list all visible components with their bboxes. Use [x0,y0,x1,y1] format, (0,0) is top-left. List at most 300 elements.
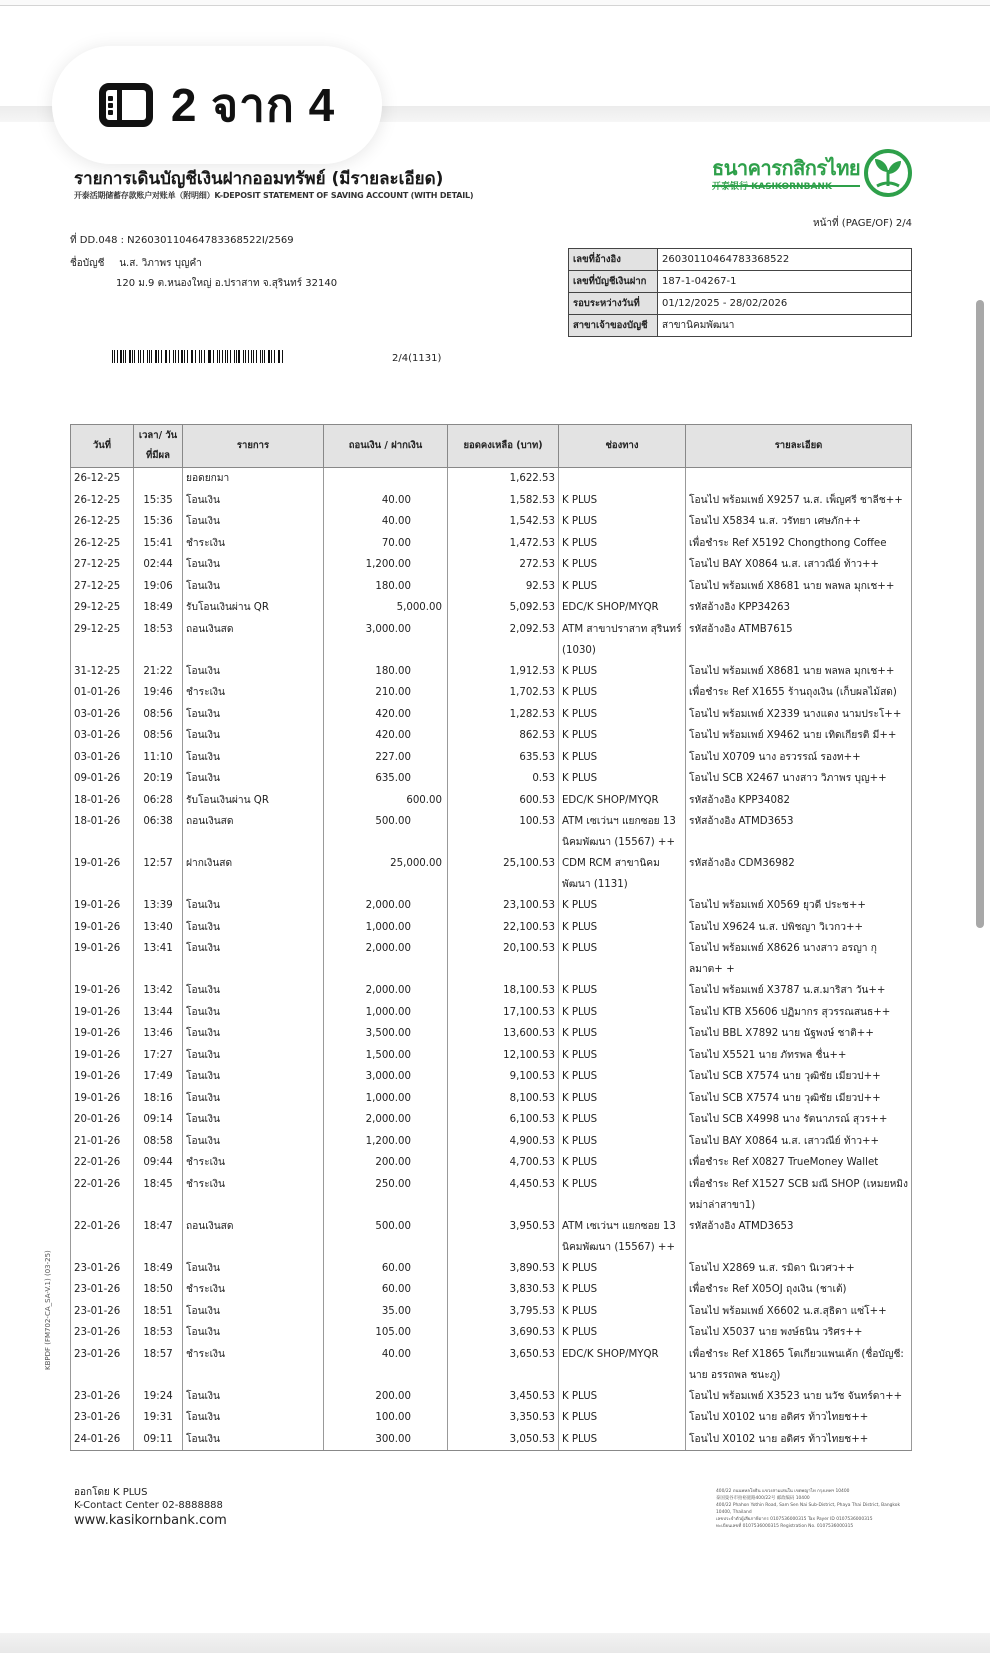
balance-cell: 3,350.53 [448,1407,559,1429]
balance-cell: 25,100.53 [448,853,559,895]
description-cell: โอนเงิน [183,661,324,683]
detail-cell: รหัสอ้างอิง KPP34082 [686,790,912,812]
table-row [71,917,912,939]
amount-cell: 35.00 [324,1301,448,1323]
date-cell: 23-01-26 [71,1407,134,1429]
date-cell: 22-01-26 [71,1174,134,1216]
date-cell: 22-01-26 [71,1216,134,1258]
channel-cell: K PLUS [559,1088,686,1110]
detail-cell: โอนไป BBL X7892 นาย นัฐพงษ์ ชาติ++ [686,1023,912,1045]
description-cell: โอนเงิน [183,511,324,533]
date-cell: 23-01-26 [71,1386,134,1408]
date-cell: 09-01-26 [71,768,134,790]
barcode-bar [243,350,244,363]
channel-cell: K PLUS [559,1386,686,1408]
date-cell: 03-01-26 [71,725,134,747]
barcode-bar [129,350,131,363]
detail-cell: โอนไป X5834 น.ส. วรัทยา เศษภัก++ [686,511,912,533]
balance-cell: 18,100.53 [448,980,559,1002]
description-cell: โอนเงิน [183,1258,324,1280]
table-row [71,1407,912,1429]
description-cell: รับโอนเงินผ่าน QR [183,790,324,812]
table-row [71,980,912,1002]
time-cell: 18:50 [134,1279,183,1301]
barcode-bar [264,350,265,363]
balance-cell: 1,912.53 [448,661,559,683]
table-row [71,747,912,769]
amount-cell: 60.00 [324,1258,448,1280]
barcode-bar [166,350,167,363]
channel-cell: ATM เซเว่นฯ แยกซอย 13 นิคมพัฒนา (15567) ++ [559,1216,686,1258]
date-cell: 26-12-25 [71,533,134,555]
vertical-scrollbar[interactable] [976,300,984,928]
barcode-bar [169,350,170,363]
barcode-bar [222,350,223,363]
date-cell: 23-01-26 [71,1258,134,1280]
channel-cell: K PLUS [559,1258,686,1280]
description-cell: โอนเงิน [183,1023,324,1045]
balance-cell: 3,450.53 [448,1386,559,1408]
channel-cell [559,468,686,490]
description-cell: รับโอนเงินผ่าน QR [183,597,324,619]
balance-cell: 9,100.53 [448,1066,559,1088]
date-cell: 01-01-26 [71,682,134,704]
amount-cell: 1,000.00 [324,1002,448,1024]
channel-cell: EDC/K SHOP/MYQR [559,790,686,812]
description-cell: โอนเงิน [183,747,324,769]
date-cell: 03-01-26 [71,747,134,769]
form-code: KBPDF (FM702-CA_SA-V.1) (03-25) [44,1250,52,1370]
detail-cell: เพื่อชำระ Ref X1655 ร้านถุงเงิน (เก็บผลไม้สด) [686,682,912,704]
description-cell: โอนเงิน [183,704,324,726]
amount-cell: 250.00 [324,1174,448,1216]
table-row [71,1429,912,1451]
balance-cell: 4,450.53 [448,1174,559,1216]
page-gap-bottom [0,1633,990,1653]
time-cell: 21:22 [134,661,183,683]
account-name-row [70,256,202,271]
time-cell: 08:56 [134,704,183,726]
description-cell: โอนเงิน [183,917,324,939]
barcode-bar [256,350,257,363]
time-cell: 08:58 [134,1131,183,1153]
balance-cell: 20,100.53 [448,938,559,980]
balance-cell: 3,950.53 [448,1216,559,1258]
amount-cell: 5,000.00 [324,597,448,619]
time-cell: 06:28 [134,790,183,812]
channel-cell: EDC/K SHOP/MYQR [559,1344,686,1386]
balance-cell: 1,582.53 [448,490,559,512]
time-cell: 09:14 [134,1109,183,1131]
col-date: วันที่ [71,425,134,468]
col-amount: ถอนเงิน / ฝากเงิน [324,425,448,468]
detail-cell: โอนไป พร้อมเพย์ X8626 นางสาว อรญา กุลมาต+ + [686,938,912,980]
amount-cell: 40.00 [324,490,448,512]
table-row [71,661,912,683]
bank-name-th: ธนาคารกสิกรไทย [712,152,860,187]
date-cell: 26-12-25 [71,511,134,533]
barcode-bar [191,350,192,363]
description-cell: โอนเงิน [183,895,324,917]
barcode-bar [149,350,150,363]
table-row [71,1066,912,1088]
table-row [71,1023,912,1045]
info-label: เลขที่อ้างอิง [569,249,658,271]
barcode-bar [114,350,115,363]
channel-cell: K PLUS [559,938,686,980]
footer-contact [74,1486,227,1527]
barcode-bar [161,350,162,363]
detail-cell: เพื่อชำระ Ref X0827 TrueMoney Wallet [686,1152,912,1174]
amount-cell: 227.00 [324,747,448,769]
channel-cell: K PLUS [559,511,686,533]
description-cell: ถอนเงินสด [183,1216,324,1258]
amount-cell: 1,000.00 [324,917,448,939]
date-cell: 27-12-25 [71,554,134,576]
date-cell: 18-01-26 [71,811,134,853]
table-row [71,1002,912,1024]
description-cell: โอนเงิน [183,1002,324,1024]
balance-cell: 22,100.53 [448,917,559,939]
contact-center: K-Contact Center 02-8888888 [74,1500,223,1511]
table-row [71,1258,912,1280]
info-value: 187-1-04267-1 [658,271,912,293]
barcode-bar [138,350,139,363]
barcode-bar [279,350,280,363]
date-cell: 19-01-26 [71,1066,134,1088]
detail-cell: เพื่อชำระ Ref X05OJ ถุงเงิน (ชาเต้) [686,1279,912,1301]
channel-cell: K PLUS [559,1322,686,1344]
barcode-bar [175,350,176,363]
date-cell: 18-01-26 [71,790,134,812]
detail-cell: โอนไป X5037 นาย พงษ์ธนิน วริศร++ [686,1322,912,1344]
detail-cell: โอนไป X5521 นาย ภัทรพล ชื่น++ [686,1045,912,1067]
info-row [569,271,912,293]
table-row [71,597,912,619]
barcode-bar [192,350,193,363]
barcode-bar [278,350,279,363]
amount-cell: 60.00 [324,1279,448,1301]
barcode-bar [199,350,200,363]
description-cell: โอนเงิน [183,768,324,790]
amount-cell: 180.00 [324,661,448,683]
amount-cell: 200.00 [324,1386,448,1408]
description-cell: โอนเงิน [183,1088,324,1110]
time-cell: 15:41 [134,533,183,555]
detail-cell: รหัสอ้างอิง KPP34263 [686,597,912,619]
time-cell: 06:38 [134,811,183,853]
description-cell: ชำระเงิน [183,1174,324,1216]
channel-cell: ATM เซเว่นฯ แยกซอย 13 นิคมพัฒนา (15567) ++ [559,811,686,853]
channel-cell: K PLUS [559,747,686,769]
description-cell: ชำระเงิน [183,1344,324,1386]
channel-cell: K PLUS [559,490,686,512]
description-cell: โอนเงิน [183,1131,324,1153]
info-row [569,249,912,271]
channel-cell: K PLUS [559,533,686,555]
amount-cell: 40.00 [324,511,448,533]
time-cell: 17:27 [134,1045,183,1067]
balance-cell: 17,100.53 [448,1002,559,1024]
barcode-bar [217,350,218,363]
description-cell: โอนเงิน [183,1407,324,1429]
amount-cell: 105.00 [324,1322,448,1344]
barcode-bar [123,350,124,363]
channel-cell: CDM RCM สาขานิคม พัฒนา (1131) [559,853,686,895]
description-cell: ถอนเงินสด [183,811,324,853]
detail-cell: โอนไป พร้อมเพย์ X0569 ยุวดี ประช++ [686,895,912,917]
date-cell: 19-01-26 [71,1002,134,1024]
channel-cell: K PLUS [559,1066,686,1088]
table-row [71,1322,912,1344]
description-cell: ชำระเงิน [183,533,324,555]
time-cell: 18:53 [134,1322,183,1344]
amount-cell: 500.00 [324,811,448,853]
address-line: 400/22 ถนนพหลโยธิน แขวงสามเสนใน เขตพญาไท กรุงเทพฯ 10400 [716,1489,850,1494]
channel-cell: ATM สาขาปราสาท สุรินทร์ (1030) [559,619,686,661]
amount-cell: 300.00 [324,1429,448,1451]
barcode-bar [120,350,121,363]
date-cell: 24-01-26 [71,1429,134,1451]
detail-cell: โอนไป BAY X0864 น.ส. เสาวณีย์ ท้าว++ [686,1131,912,1153]
date-cell: 03-01-26 [71,704,134,726]
balance-cell: 1,542.53 [448,511,559,533]
time-cell: 18:16 [134,1088,183,1110]
table-header-row [71,425,912,468]
detail-cell: โอนไป SCB X4998 นาง รัตนาภรณ์ สุวร++ [686,1109,912,1131]
barcode-bar [187,350,188,363]
detail-cell: โอนไป พร้อมเพย์ X2339 นางแดง นามประโ++ [686,704,912,726]
col-balance: ยอดคงเหลือ (บาท) [448,425,559,468]
channel-cell: K PLUS [559,1407,686,1429]
date-cell: 19-01-26 [71,1045,134,1067]
page-indicator-text: 2 จาก 4 [170,78,336,131]
detail-cell: โอนไป พร้อมเพย์ X6602 น.ส.สุธิดา แซ่โ++ [686,1301,912,1323]
date-cell: 27-12-25 [71,576,134,598]
time-cell: 19:24 [134,1386,183,1408]
amount-cell: 200.00 [324,1152,448,1174]
time-cell: 18:49 [134,1258,183,1280]
time-cell: 11:10 [134,747,183,769]
barcode-bar [151,350,152,363]
channel-cell: K PLUS [559,980,686,1002]
amount-cell: 100.00 [324,1407,448,1429]
barcode-bar [178,350,179,363]
date-cell: 29-12-25 [71,597,134,619]
balance-cell: 5,092.53 [448,597,559,619]
amount-cell: 420.00 [324,725,448,747]
date-cell: 26-12-25 [71,468,134,490]
description-cell: โอนเงิน [183,554,324,576]
account-name: น.ส. วิภาพร บุญคำ [119,258,202,269]
time-cell: 15:35 [134,490,183,512]
viewer-top-edge [0,0,990,6]
page-indicator[interactable] [52,46,382,164]
time-cell: 13:41 [134,938,183,980]
amount-cell: 1,200.00 [324,1131,448,1153]
barcode-bar [158,350,159,363]
time-cell: 19:06 [134,576,183,598]
barcode-bar [219,350,220,363]
balance-cell: 6,100.53 [448,1109,559,1131]
channel-cell: K PLUS [559,1045,686,1067]
balance-cell: 1,282.53 [448,704,559,726]
barcode-bar [209,350,211,363]
barcode-bar [282,350,283,363]
date-cell: 19-01-26 [71,917,134,939]
time-cell: 08:56 [134,725,183,747]
barcode-bar [262,350,263,363]
amount-cell: 210.00 [324,682,448,704]
account-name-label: ชื่อบัญชี [70,258,105,269]
balance-cell: 3,890.53 [448,1258,559,1280]
balance-cell: 100.53 [448,811,559,853]
detail-cell: รหัสอ้างอิง ATMB7615 [686,619,912,661]
barcode-bar [117,350,118,363]
barcode-bar [234,350,235,363]
barcode-bar [271,350,272,363]
table-row [71,1109,912,1131]
kasikornbank-logo [708,146,918,206]
barcode-bar [268,350,270,363]
detail-cell [686,468,912,490]
bank-name-en: 开泰银行 KASIKORNBANK [712,182,832,192]
table-row [71,619,912,661]
balance-cell: 2,092.53 [448,619,559,661]
detail-cell: โอนไป X0709 นาง อรวรรณ์ รองท++ [686,747,912,769]
table-row [71,511,912,533]
detail-cell: โอนไป พร้อมเพย์ X8681 นาย พลพล มุกเช++ [686,661,912,683]
detail-cell: โอนไป พร้อมเพย์ X9257 น.ส. เพ็ญศรี ชาลีช++ [686,490,912,512]
detail-cell: เพื่อชำระ Ref X1865 โตเกียวแพนเค้ก (ชื่อบัญชี: นาย อรรถพล ชนะภู) [686,1344,912,1386]
col-detail: รายละเอียด [686,425,912,468]
page-of: หน้าที่ (PAGE/OF) 2/4 [812,218,912,229]
channel-cell: K PLUS [559,661,686,683]
amount-cell: 2,000.00 [324,938,448,980]
description-cell: โอนเงิน [183,1066,324,1088]
detail-cell: โอนไป SCB X7574 นาย วุฒิชัย เมียวป++ [686,1088,912,1110]
date-cell: 19-01-26 [71,853,134,895]
address-line: 400/22 Phahon Yothin Road, Sam Sen Nai Sub-District, Phaya Thai District, Bangkok 10400, Thailand [716,1503,901,1515]
balance-cell: 92.53 [448,576,559,598]
barcode-bar [165,350,166,363]
table-row [71,853,912,895]
website-link[interactable]: www.kasikornbank.com [74,1513,227,1528]
issued-by: ออกโดย K PLUS [74,1487,148,1498]
date-cell: 22-01-26 [71,1152,134,1174]
time-cell: 13:44 [134,1002,183,1024]
channel-cell: K PLUS [559,1301,686,1323]
channel-cell: K PLUS [559,917,686,939]
detail-cell: โอนไป X9624 น.ส. ปพิชญา วิเวกว++ [686,917,912,939]
time-cell: 13:46 [134,1023,183,1045]
detail-cell: โอนไป BAY X0864 น.ส. เสาวณีย์ ท้าว++ [686,554,912,576]
table-row [71,1174,912,1216]
detail-cell: เพื่อชำระ Ref X5192 Chongthong Coffee [686,533,912,555]
amount-cell: 3,500.00 [324,1023,448,1045]
sidebar-pages-icon [99,83,153,127]
barcode-bar [213,350,214,363]
balance-cell: 3,650.53 [448,1344,559,1386]
time-cell: 13:40 [134,917,183,939]
amount-cell [324,468,448,490]
balance-cell: 272.53 [448,554,559,576]
balance-cell: 635.53 [448,747,559,769]
detail-cell: โอนไป X0102 นาย อดิศร ท้าวไทยช++ [686,1429,912,1451]
description-cell: ถอนเงินสด [183,619,324,661]
time-cell: 18:57 [134,1344,183,1386]
barcode-bar [195,350,196,363]
detail-cell: โอนไป SCB X7574 นาย วุฒิชัย เมียวป++ [686,1066,912,1088]
amount-cell: 40.00 [324,1344,448,1386]
amount-cell: 2,000.00 [324,895,448,917]
description-cell: โอนเงิน [183,938,324,980]
info-value: 26030110464783368522 [658,249,912,271]
barcode-bar [260,350,261,363]
amount-cell: 25,000.00 [324,853,448,895]
info-row [569,315,912,337]
time-cell: 17:49 [134,1066,183,1088]
barcode-bar [227,350,228,363]
detail-cell: โอนไป พร้อมเพย์ X8681 นาย พลพล มุกเช++ [686,576,912,598]
table-row [71,1216,912,1258]
table-row [71,1131,912,1153]
description-cell: โอนเงิน [183,1301,324,1323]
time-cell: 18:47 [134,1216,183,1258]
table-row [71,1088,912,1110]
detail-cell: โอนไป พร้อมเพย์ X3787 น.ส.มาริสา วัน++ [686,980,912,1002]
time-cell: 09:44 [134,1152,183,1174]
time-cell [134,468,183,490]
barcode-bar [155,350,157,363]
account-address: 120 ม.9 ต.หนองใหญ่ อ.ปราสาท จ.สุรินทร์ 32140 [116,278,338,289]
balance-cell: 600.53 [448,790,559,812]
table-row [71,490,912,512]
barcode-bar [147,350,148,363]
time-cell: 13:42 [134,980,183,1002]
detail-cell: โอนไป พร้อมเพย์ X3523 นาย นวัช จันทร์ดา++ [686,1386,912,1408]
description-cell: โอนเงิน [183,980,324,1002]
balance-cell: 23,100.53 [448,895,559,917]
info-value: สาขานิคมพัฒนา [658,315,912,337]
detail-cell: โอนไป พร้อมเพย์ X9462 นาย เทิดเกียรติ มี++ [686,725,912,747]
barcode-bar [274,350,275,363]
footer-address [716,1488,916,1530]
barcode-bar [230,350,231,363]
table-row [71,682,912,704]
amount-cell: 420.00 [324,704,448,726]
balance-cell: 1,702.53 [448,682,559,704]
balance-cell: 13,600.53 [448,1023,559,1045]
amount-cell: 1,000.00 [324,1088,448,1110]
table-row [71,1279,912,1301]
copy-number: 2/4(1131) [392,353,442,364]
address-line: ทะเบียนเลขที่ 0107536000315 Registration No. 0107536000315 [716,1524,854,1529]
time-cell: 13:39 [134,895,183,917]
balance-cell: 862.53 [448,725,559,747]
description-cell: ชำระเงิน [183,1279,324,1301]
detail-cell: โอนไป X2869 น.ส. รมิดา นิเวศว++ [686,1258,912,1280]
barcode-bar [184,350,185,363]
balance-cell: 3,795.53 [448,1301,559,1323]
info-value: 01/12/2025 - 28/02/2026 [658,293,912,315]
description-cell: โอนเงิน [183,1045,324,1067]
description-cell: โอนเงิน [183,490,324,512]
barcode-bar [238,350,240,363]
time-cell: 19:31 [134,1407,183,1429]
table-row [71,938,912,980]
time-cell: 12:57 [134,853,183,895]
